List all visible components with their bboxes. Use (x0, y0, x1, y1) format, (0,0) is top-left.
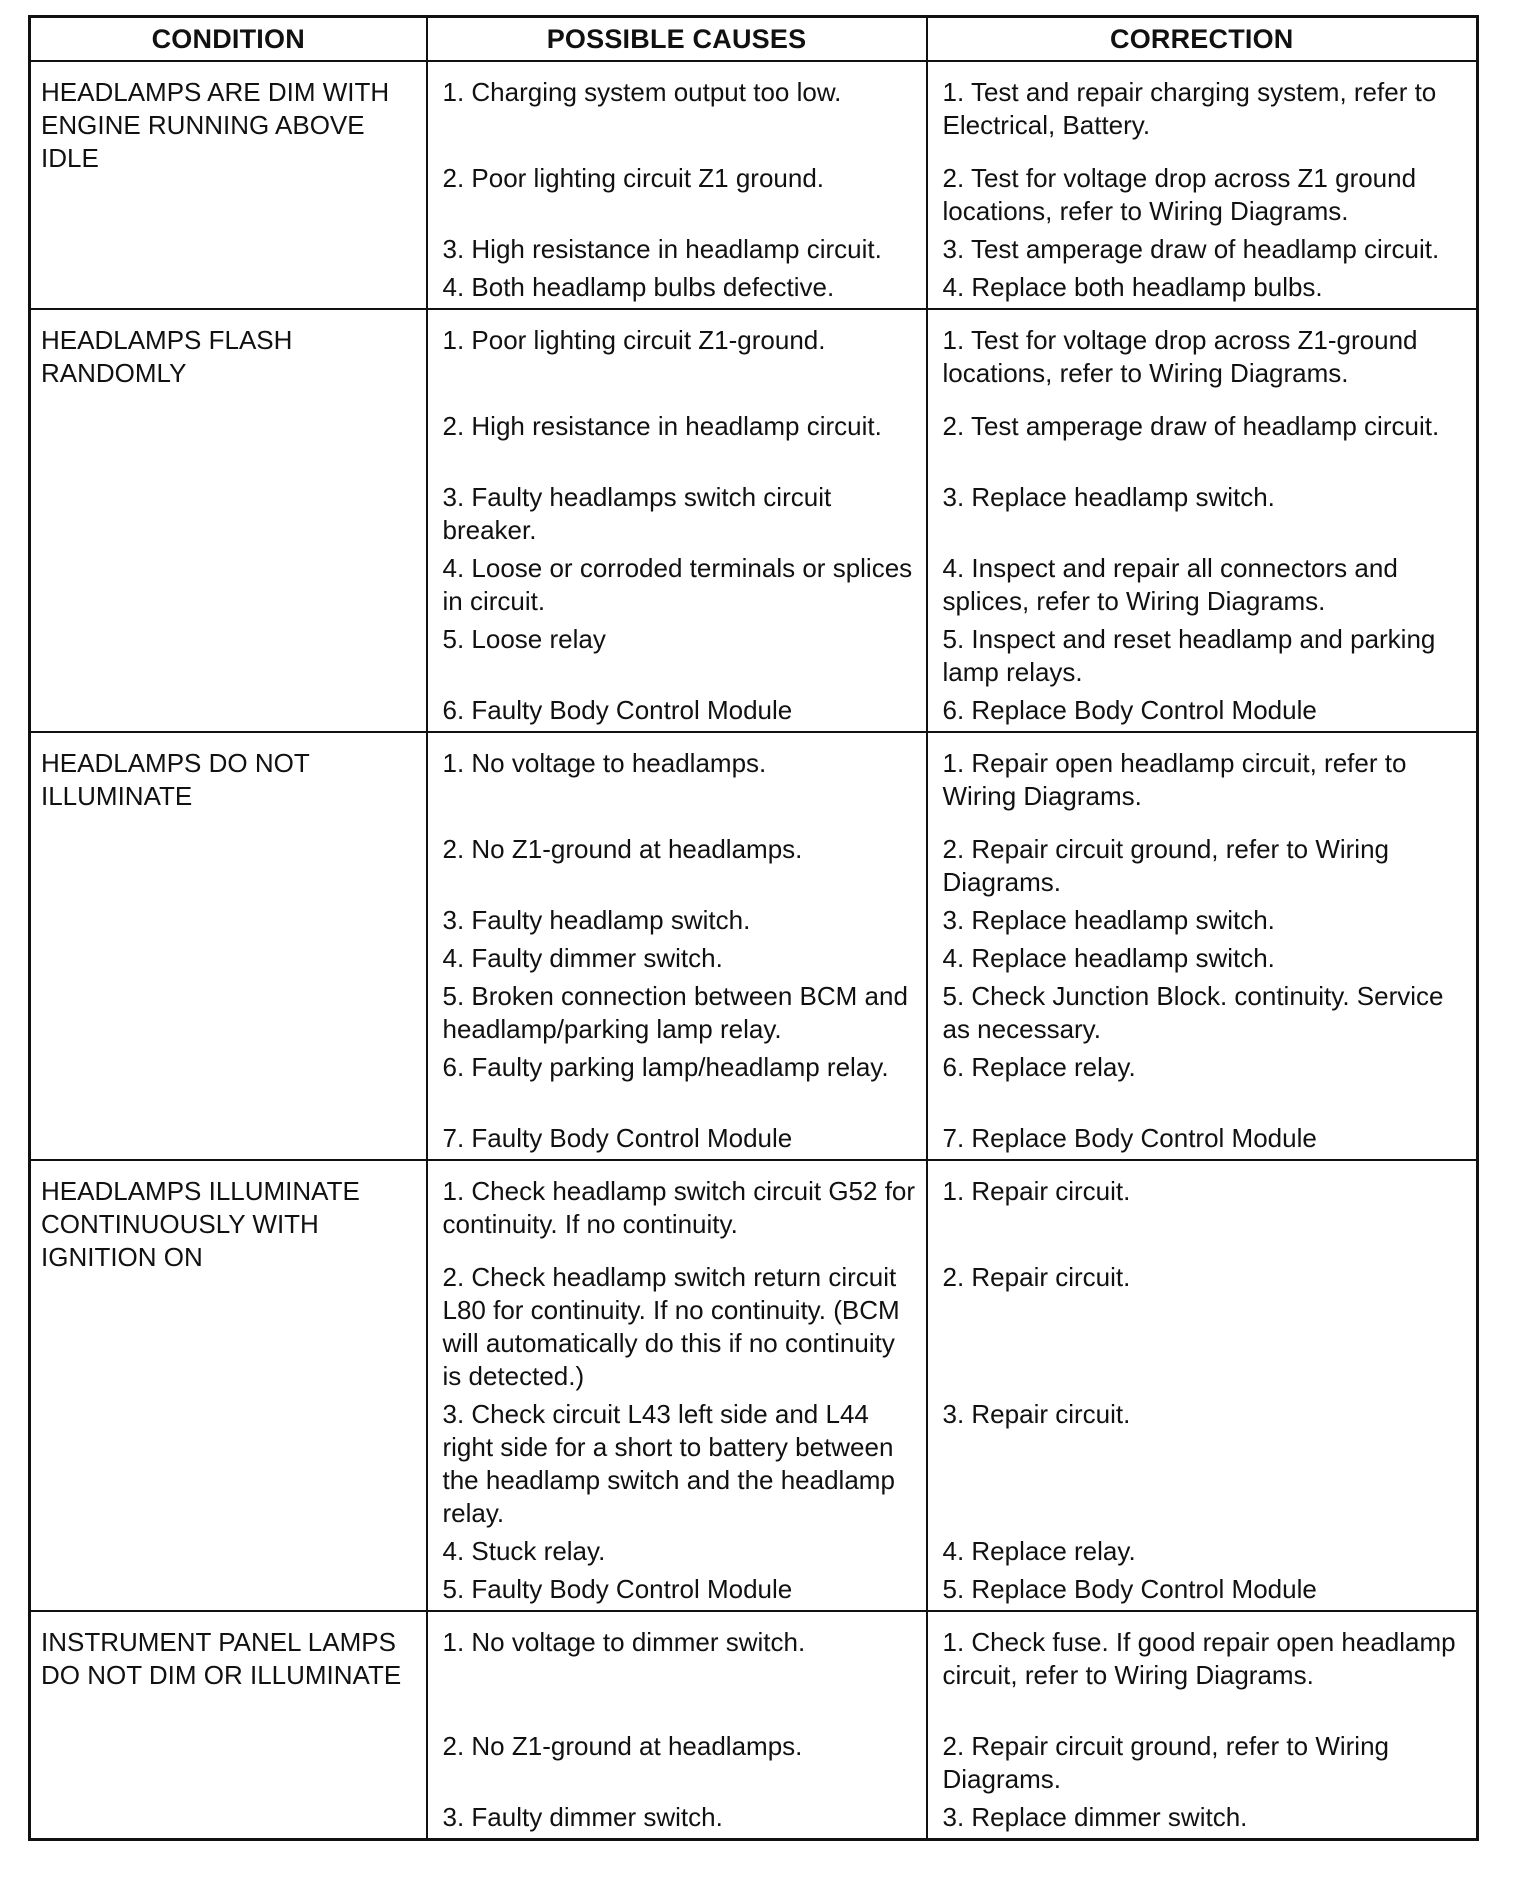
cause-item: 3. Faulty headlamp switch. (442, 905, 751, 935)
corrections-cell (927, 1160, 1478, 1611)
cause-item: 3. Faulty headlamps switch circuit breaker. (442, 482, 832, 545)
correction-item: 5. Inspect and reset headlamp and parking lamp relays. (942, 624, 1436, 687)
correction-item: 3. Replace headlamp switch. (942, 905, 1275, 935)
cause-item: 2. Check headlamp switch return circuit L80 for continuity. If no continuity. (BCM will automatically do this if no continuity is detected.) (442, 1262, 900, 1391)
header-row (30, 17, 1478, 62)
cause-item: 2. Poor lighting circuit Z1 ground. (442, 163, 825, 193)
correction-item: 6. Replace Body Control Module (942, 695, 1317, 725)
correction-item: 2. Repair circuit ground, refer to Wiring Diagrams. (942, 834, 1390, 897)
correction-item: 2. Test amperage draw of headlamp circuit. (942, 411, 1440, 441)
condition-cell: HEADLAMPS ARE DIM WITH ENGINE RUNNING ABOVE IDLE (30, 61, 427, 309)
table-row (30, 61, 1478, 309)
corrections-cell (927, 1611, 1478, 1840)
cause-item: 3. Check circuit L43 left side and L44 right side for a short to battery between the headlamp switch and the headlamp relay. (442, 1399, 895, 1528)
cause-item: 4. Faulty dimmer switch. (442, 943, 723, 973)
cause-item: 7. Faulty Body Control Module (442, 1123, 793, 1153)
correction-item: 2. Repair circuit. (942, 1262, 1131, 1292)
correction-item: 1. Repair open headlamp circuit, refer to Wiring Diagrams. (942, 748, 1407, 811)
cause-item: 1. Check headlamp switch circuit G52 for continuity. If no continuity. (442, 1176, 916, 1239)
correction-item: 3. Replace headlamp switch. (942, 482, 1275, 512)
correction-item: 4. Replace both headlamp bulbs. (942, 272, 1323, 302)
correction-item: 1. Test for voltage drop across Z1-ground locations, refer to Wiring Diagrams. (942, 325, 1418, 388)
corrections-cell (927, 732, 1478, 1160)
corrections-cell (927, 309, 1478, 732)
cause-item: 1. Poor lighting circuit Z1-ground. (442, 325, 826, 355)
cause-item: 4. Loose or corroded terminals or splices in circuit. (442, 553, 913, 616)
correction-item: 5. Replace Body Control Module (942, 1574, 1317, 1604)
table-row (30, 1160, 1478, 1611)
cause-item: 4. Both headlamp bulbs defective. (442, 272, 835, 302)
correction-item: 3. Test amperage draw of headlamp circuit. (942, 234, 1440, 264)
correction-item: 3. Repair circuit. (942, 1399, 1131, 1429)
cause-item: 1. Charging system output too low. (442, 77, 842, 107)
correction-item: 6. Replace relay. (942, 1052, 1136, 1082)
cause-item: 1. No voltage to headlamps. (442, 748, 767, 778)
causes-cell (427, 732, 927, 1160)
correction-item: 1. Check fuse. If good repair open headlamp circuit, refer to Wiring Diagrams. (942, 1627, 1456, 1690)
corrections-cell (927, 61, 1478, 309)
correction-item: 3. Replace dimmer switch. (942, 1802, 1248, 1832)
correction-item: 4. Inspect and repair all connectors and splices, refer to Wiring Diagrams. (942, 553, 1398, 616)
correction-item: 4. Replace headlamp switch. (942, 943, 1275, 973)
correction-item: 1. Test and repair charging system, refer to Electrical, Battery. (942, 77, 1437, 140)
header-correction: CORRECTION (927, 17, 1478, 62)
correction-item: 5. Check Junction Block. continuity. Service as necessary. (942, 981, 1444, 1044)
correction-item: 4. Replace relay. (942, 1536, 1136, 1566)
header-condition: CONDITION (30, 17, 427, 62)
cause-item: 6. Faulty Body Control Module (442, 695, 793, 725)
table-row (30, 309, 1478, 732)
causes-cell (427, 61, 927, 309)
causes-cell (427, 1160, 927, 1611)
cause-item: 5. Faulty Body Control Module (442, 1574, 793, 1604)
cause-item: 3. High resistance in headlamp circuit. (442, 234, 882, 264)
correction-item: 1. Repair circuit. (942, 1176, 1131, 1206)
table-row (30, 732, 1478, 1160)
table-body (30, 61, 1478, 1840)
table-row (30, 1611, 1478, 1840)
cause-item: 2. High resistance in headlamp circuit. (442, 411, 882, 441)
header-causes: POSSIBLE CAUSES (427, 17, 927, 62)
causes-cell (427, 1611, 927, 1840)
causes-cell (427, 309, 927, 732)
cause-item: 2. No Z1-ground at headlamps. (442, 834, 803, 864)
cause-item: 6. Faulty parking lamp/headlamp relay. (442, 1052, 889, 1082)
correction-item: 2. Repair circuit ground, refer to Wiring Diagrams. (942, 1731, 1390, 1794)
correction-item: 7. Replace Body Control Module (942, 1123, 1317, 1153)
diagnosis-table (28, 15, 1479, 1841)
condition-cell: HEADLAMPS ILLUMINATE CONTINUOUSLY WITH IGNITION ON (30, 1160, 427, 1611)
cause-item: 3. Faulty dimmer switch. (442, 1802, 723, 1832)
condition-cell: HEADLAMPS FLASH RANDOMLY (30, 309, 427, 732)
cause-item: 5. Loose relay (442, 624, 606, 654)
condition-cell: INSTRUMENT PANEL LAMPS DO NOT DIM OR ILLUMINATE (30, 1611, 427, 1840)
cause-item: 1. No voltage to dimmer switch. (442, 1627, 806, 1657)
cause-item: 5. Broken connection between BCM and headlamp/parking lamp relay. (442, 981, 908, 1044)
cause-item: 4. Stuck relay. (442, 1536, 606, 1566)
cause-item: 2. No Z1-ground at headlamps. (442, 1731, 803, 1761)
correction-item: 2. Test for voltage drop across Z1 ground locations, refer to Wiring Diagrams. (942, 163, 1417, 226)
condition-cell: HEADLAMPS DO NOT ILLUMINATE (30, 732, 427, 1160)
